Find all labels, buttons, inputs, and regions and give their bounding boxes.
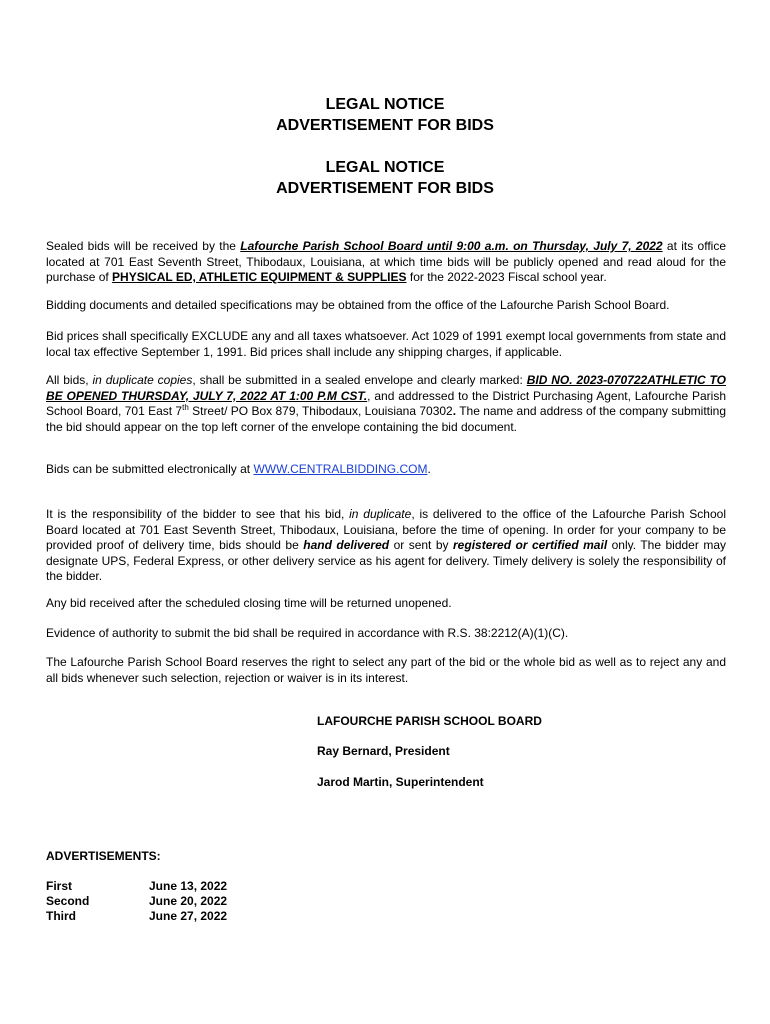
advertisement-date: June 13, 2022 <box>149 879 228 893</box>
text: , shall be submitted in a sealed envelope and clearly marked: <box>192 373 527 387</box>
text: Sealed bids will be received by the <box>46 239 241 253</box>
advertisement-label: Second <box>46 894 90 908</box>
bid-number-marking: BID NO. 2023-070722ATHLETIC TO BE OPENED THURSDAY, JULY 7, 2022 AT 1:00 P.M CST. <box>46 373 727 403</box>
advertisement-row <box>46 879 346 895</box>
heading-advertisement-for-bids: ADVERTISEMENT FOR BIDS <box>276 180 494 197</box>
paragraph-reserve-right: The Lafourche Parish School Board reserves the right to select any part of the bid or the whole bid as well as to reject any and all bids whenever such selection, rejection or waiver is in its interest. <box>46 655 726 685</box>
advertisement-label: Third <box>46 909 76 923</box>
text: , is delivered to the office of the Lafourche Parish School Board located at 701 East Seventh Street, Thibodaux, Louisiana, before the time of opening. In order for your company to be provided proof of delivery time, bids should be <box>46 507 726 552</box>
paragraph-bidder-responsibility <box>46 507 726 585</box>
text: Street/ PO Box 879, Thibodaux, Louisiana 70302 <box>188 404 453 418</box>
signature-organization: LAFOURCHE PARISH SCHOOL BOARD <box>317 714 542 728</box>
text: It is the responsibility of the bidder to see that his bid, <box>46 507 350 521</box>
paragraph-submission <box>46 373 726 435</box>
advertisements-heading: ADVERTISEMENTS: <box>46 849 161 863</box>
paragraph-late-bids: Any bid received after the scheduled closing time will be returned unopened. <box>46 596 452 610</box>
text: Bids can be submitted electronically at <box>46 462 254 476</box>
text: at its office located at 701 East Seventh Street, Thibodaux, Louisiana, at which time bids will be publicly opened and read aloud for the purchase of <box>46 239 726 284</box>
purchase-item: PHYSICAL ED, ATHLETIC EQUIPMENT & SUPPLIES <box>112 270 407 284</box>
text: The name and address of the company submitting the bid should appear on the top left corner of the envelope containing the bid document. <box>46 404 727 434</box>
text-bold-italic: registered or certified mail <box>453 538 608 552</box>
text: for the 2022-2023 Fiscal school year. <box>406 270 607 284</box>
heading-block-1 <box>0 94 770 136</box>
paragraph-sealed-bids <box>46 239 726 286</box>
centralbidding-link[interactable]: WWW.CENTRALBIDDING.COM <box>253 462 428 476</box>
advertisement-row <box>46 909 346 925</box>
signature-superintendent: Jarod Martin, Superintendent <box>317 775 484 789</box>
text: only. The bidder may designate UPS, Federal Express, or other delivery service as his agent for delivery. Timely delivery is solely the responsibility of the bidder. <box>46 538 726 583</box>
text-bold-italic: hand delivered <box>303 538 390 552</box>
text: , and addressed to the District Purchasing Agent, Lafourche Parish School Board, 701 East 7 <box>46 388 726 418</box>
signature-president: Ray Bernard, President <box>317 744 450 758</box>
paragraph-electronic-bids <box>46 462 726 478</box>
heading-advertisement-for-bids: ADVERTISEMENT FOR BIDS <box>276 117 494 134</box>
advertisement-label: First <box>46 879 73 893</box>
advertisement-row <box>46 894 346 910</box>
paragraph-bid-prices: Bid prices shall specifically EXCLUDE any and all taxes whatsoever. Act 1029 of 1991 exempt local governments from state and local tax effective September 1, 1991. Bid prices shall include any shipping charges, if applicable. <box>46 329 726 359</box>
advertisement-date: June 20, 2022 <box>149 894 228 908</box>
heading-legal-notice: LEGAL NOTICE <box>325 96 445 113</box>
heading-block-2 <box>0 157 770 199</box>
superscript: th <box>182 403 189 412</box>
text-bold: . <box>452 404 457 418</box>
paragraph-bidding-documents: Bidding documents and detailed specifications may be obtained from the office of the Lafourche Parish School Board. <box>46 298 670 312</box>
advertisement-date: June 27, 2022 <box>149 909 228 923</box>
heading-legal-notice: LEGAL NOTICE <box>325 159 445 176</box>
text-italic: in duplicate copies <box>92 373 193 387</box>
bid-deadline: Lafourche Parish School Board until 9:00 a.m. on Thursday, July 7, 2022 <box>240 239 663 253</box>
text-italic: in duplicate <box>349 507 412 521</box>
paragraph-evidence-authority: Evidence of authority to submit the bid shall be required in accordance with R.S. 38:2212(A)(1)(C). <box>46 626 569 640</box>
text: . <box>427 462 431 476</box>
text: All bids, <box>46 373 93 387</box>
text: or sent by <box>389 538 454 552</box>
